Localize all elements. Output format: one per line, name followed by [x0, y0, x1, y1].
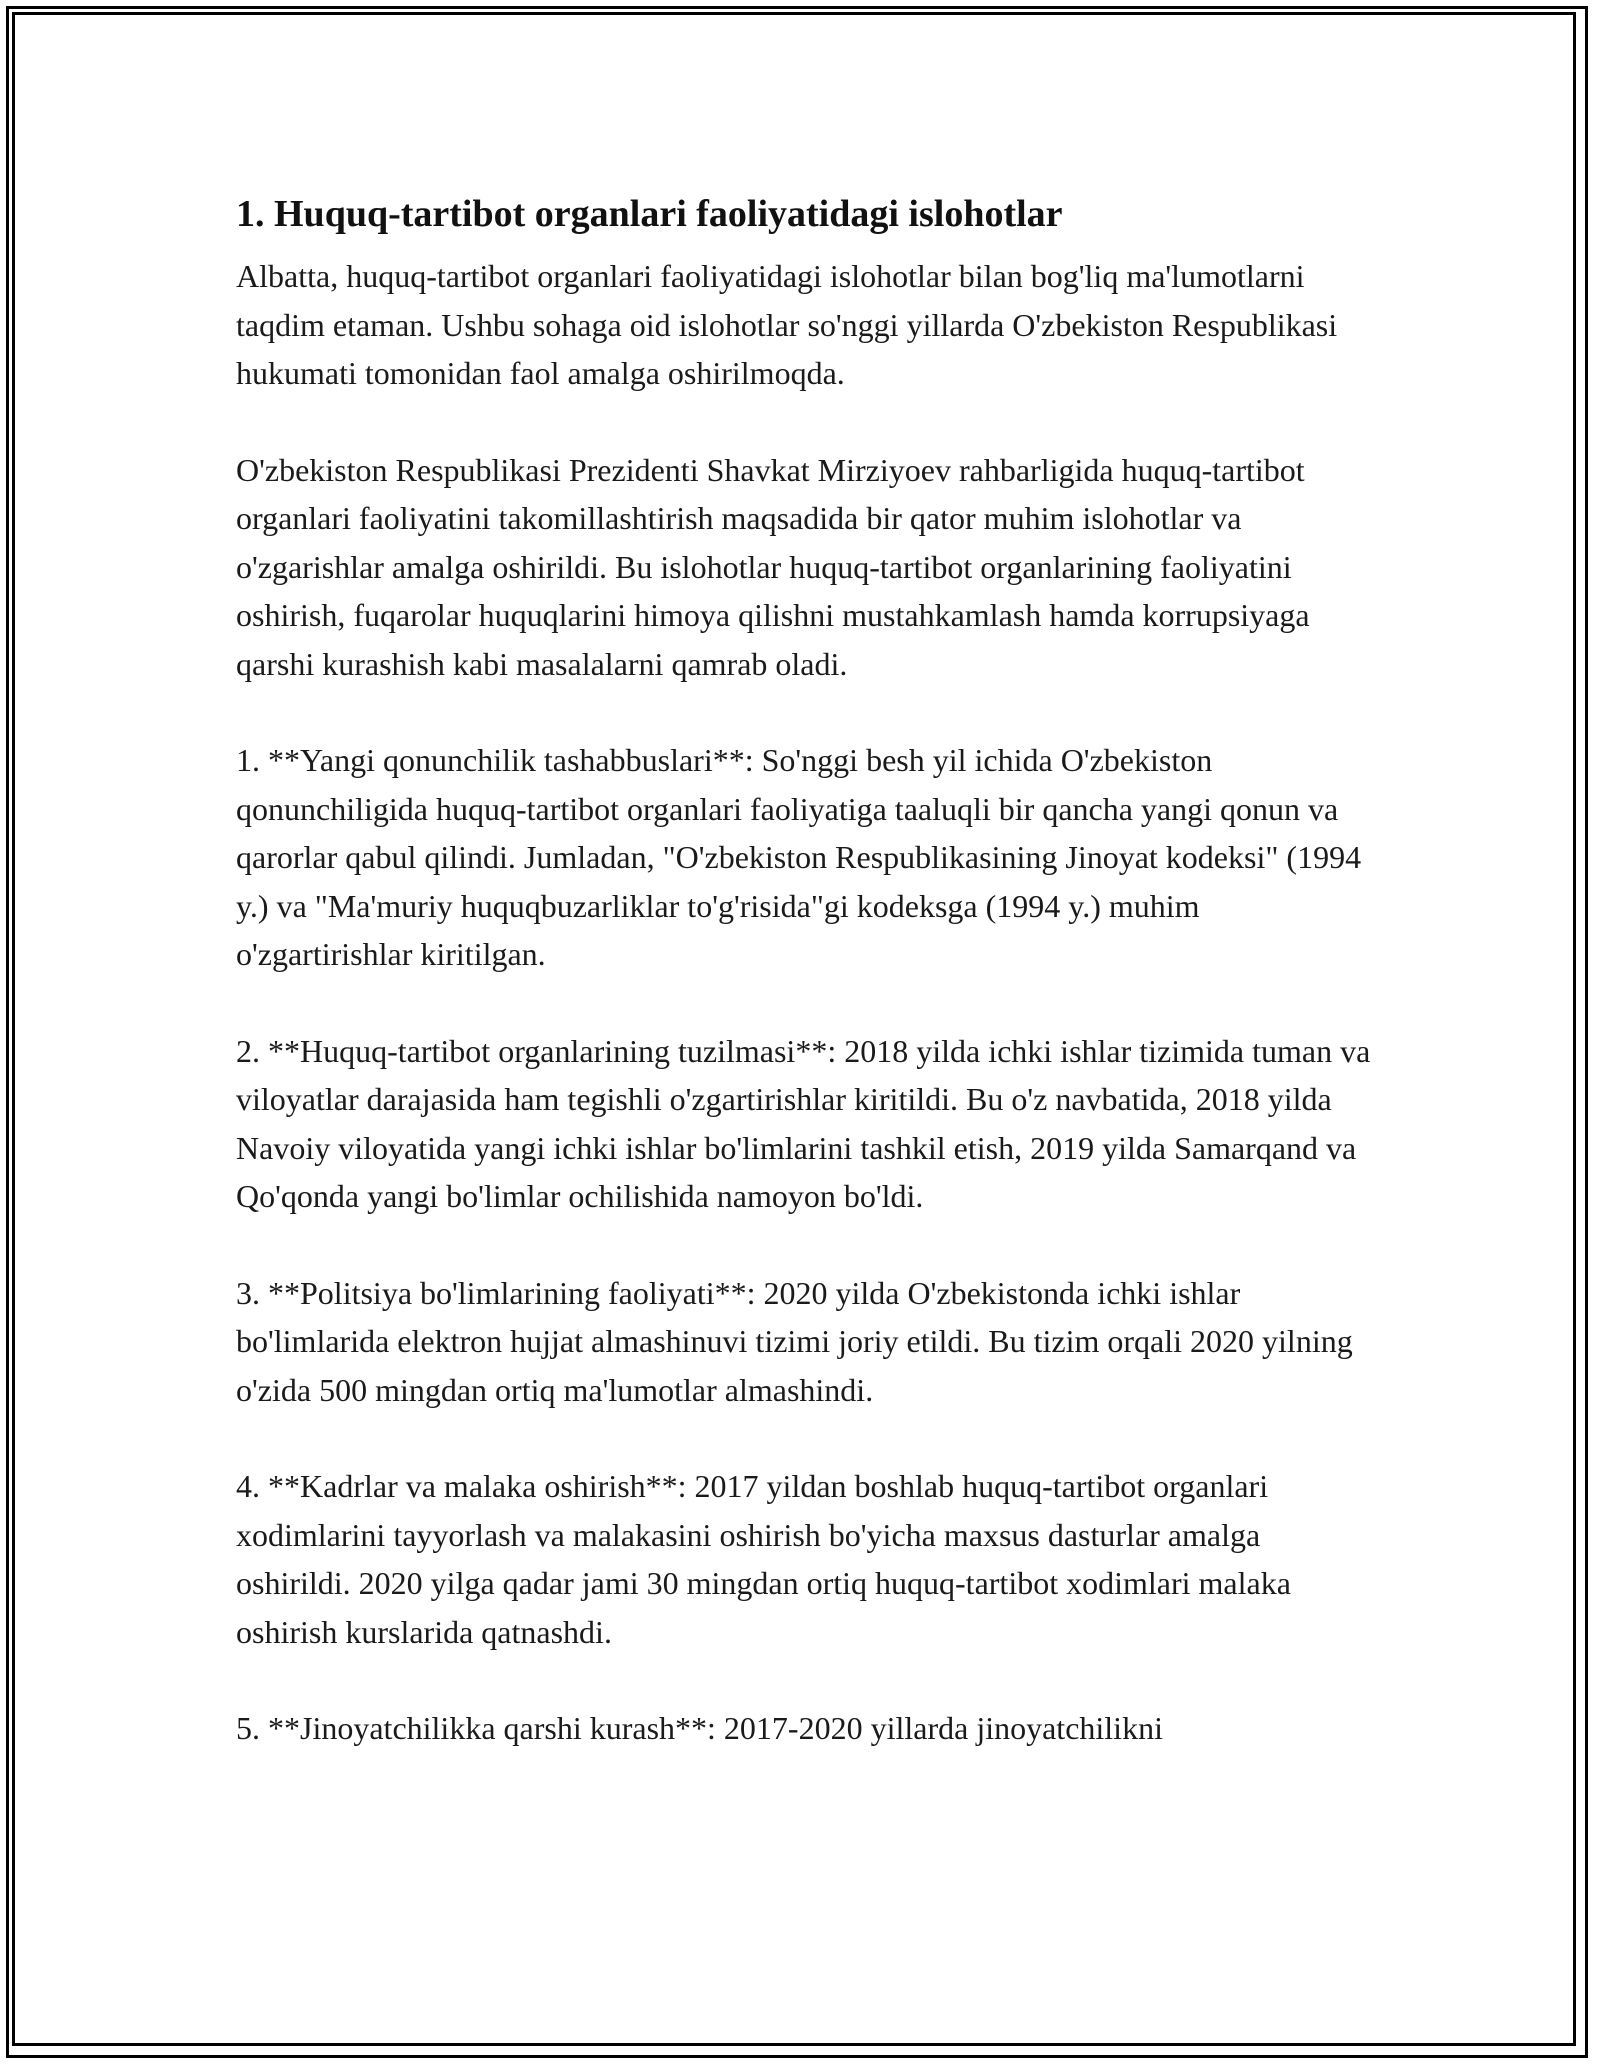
- paragraph-overview: O'zbekiston Respublikasi Prezidenti Shavkat Mirziyoev rahbarligida huquq-tartibot organlari faoliyatini takomillashtirish maqsadida bir qator muhim islohotlar va o'zgarishlar amalga oshirildi. Bu islohotlar huquq-tartibot organlarining faoliyatini oshirish, fuqarolar huquqlarini himoya qilishni mustahkamlash hamda korrupsiyaga qarshi kurashish kabi masalalarni qamrab oladi.: [236, 451, 1310, 682]
- list-item-training: 4. **Kadrlar va malaka oshirish**: 2017 yildan boshlab huquq-tartibot organlari xodimlarini tayyorlash va malakasini oshirish bo'yicha maxsus dasturlar amalga oshirildi. 2020 yilga qadar jami 30 mingdan ortiq huquq-tartibot xodimlari malaka oshirish kurslarida qatnashdi.: [236, 1468, 1291, 1650]
- list-item-legislation: 1. **Yangi qonunchilik tashabbuslari**: So'nggi besh yil ichida O'zbekiston qonunchiligida huquq-tartibot organlari faoliyatiga taaluqli bir qancha yangi qonun va qarorlar qabul qilindi. Jumladan, "O'zbekiston Respublikasining Jinoyat kodeksi" (1994 y.) va "Ma'muriy huquqbuzarliklar to'g'risida"gi kodeksga (1994 y.) muhim o'zgartirishlar kiritilgan.: [236, 742, 1362, 972]
- paragraph-intro: Albatta, huquq-tartibot organlari faoliyatidagi islohotlar bilan bog'liq ma'lumotlarni taqdim etaman. Ushbu sohaga oid islohotlar so'nggi yillarda O'zbekiston Respublikasi hukumati tomonidan faol amalga oshirilmoqda.: [236, 258, 1338, 391]
- document-body: [236, 186, 1376, 1801]
- list-item-crime: 5. **Jinoyatchilikka qarshi kurash**: 2017-2020 yillarda jinoyatchilikni: [236, 1710, 1163, 1746]
- section-heading: 1. Huquq-tartibot organlari faoliyatidagi islohotlar: [236, 193, 1063, 235]
- list-item-police: 3. **Politsiya bo'limlarining faoliyati**: 2020 yilda O'zbekistonda ichki ishlar bo'limlarida elektron hujjat almashinuvi tizimi joriy etildi. Bu tizim orqali 2020 yilning o'zida 500 mingdan ortiq ma'lumotlar almashindi.: [236, 1274, 1353, 1408]
- list-item-structure: 2. **Huquq-tartibot organlarining tuzilmasi**: 2018 yilda ichki ishlar tizimida tuman va viloyatlar darajasida ham tegishli o'zgartirishlar kiritildi. Bu o'z navbatida, 2018 yilda Navoiy viloyatida yangi ichki ishlar bo'limlarini tashkil etish, 2019 yilda Samarqand va Qo'qonda yangi bo'limlar ochilishida namoyon bo'ldi.: [236, 1032, 1371, 1214]
